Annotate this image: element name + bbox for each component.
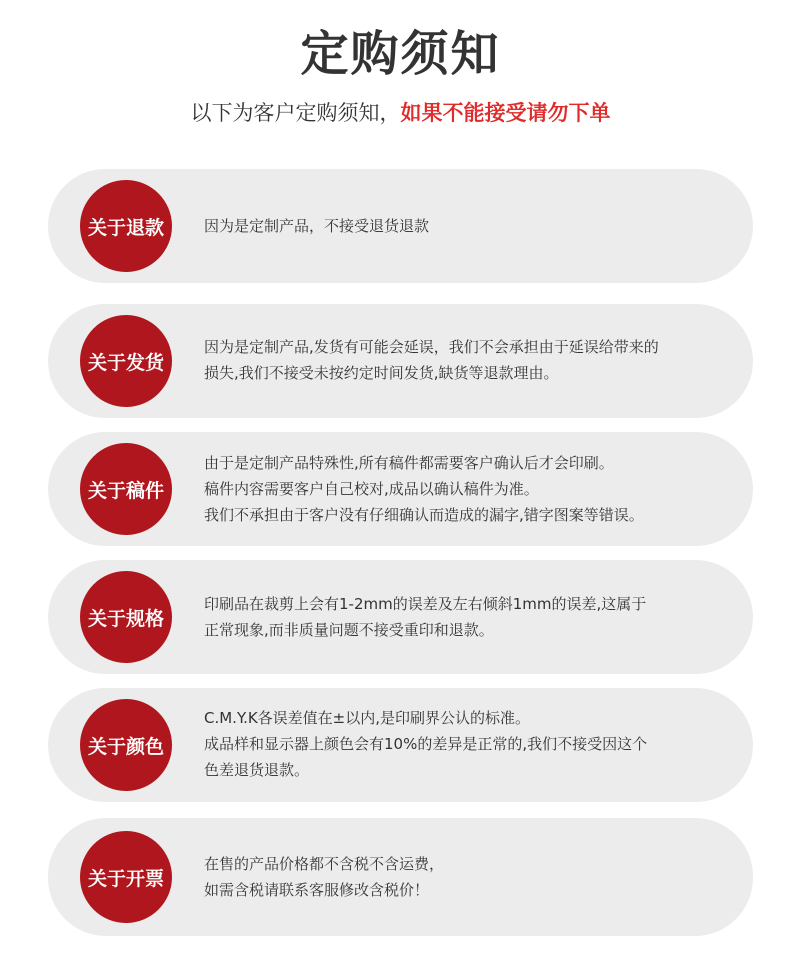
section-text-line: 稿件内容需要客户自己校对,成品以确认稿件为准。 <box>204 480 539 498</box>
section-card-shipping <box>48 304 753 418</box>
section-text-color <box>204 705 729 783</box>
section-text-line: 由于是定制产品特殊性,所有稿件都需要客户确认后才会印刷。 <box>204 454 614 472</box>
section-card-refund <box>48 169 753 283</box>
section-text-refund <box>204 213 729 239</box>
subtitle-notice: 以下为客户定购须知， <box>190 101 401 125</box>
section-card-invoice <box>48 818 753 936</box>
section-text-line: 正常现象,而非质量问题不接受重印和退款。 <box>204 621 494 639</box>
section-badge-artwork: 关于稿件 <box>80 443 172 535</box>
section-text-artwork <box>204 450 729 528</box>
section-text-shipping <box>204 334 729 386</box>
section-badge-refund: 关于退款 <box>80 180 172 272</box>
page-title: 定购须知 <box>300 26 501 82</box>
subtitle-warning: 如果不能接受请勿下单 <box>400 101 611 125</box>
section-badge-shipping: 关于发货 <box>80 315 172 407</box>
section-text-line: 色差退货退款。 <box>204 761 310 779</box>
section-text-line: 在售的产品价格都不含税不含运费， <box>204 855 445 873</box>
section-text-line: 我们不承担由于客户没有仔细确认而造成的漏字,错字图案等错误。 <box>204 506 644 524</box>
section-text-line: 如需含税请联系客服修改含税价！ <box>204 881 430 899</box>
section-text-line: 因为是定制产品，不接受退货退款 <box>204 217 430 235</box>
section-text-line: 因为是定制产品,发货有可能会延误，我们不会承担由于延误给带来的 <box>204 338 659 356</box>
section-text-specification <box>204 591 729 643</box>
section-badge-specification: 关于规格 <box>80 571 172 663</box>
section-badge-color: 关于颜色 <box>80 699 172 791</box>
section-text-invoice <box>204 851 729 903</box>
section-text-line: 成品样和显示器上颜色会有10%的差异是正常的,我们不接受因这个 <box>204 735 648 753</box>
section-card-color <box>48 688 753 802</box>
section-text-line: C.M.Y.K各误差值在±以内,是印刷界公认的标准。 <box>204 709 531 727</box>
section-text-line: 损失,我们不接受未按约定时间发货,缺货等退款理由。 <box>204 364 559 382</box>
section-text-line: 印刷品在裁剪上会有1-2mm的误差及左右倾斜1mm的误差,这属于 <box>204 595 647 613</box>
section-badge-invoice: 关于开票 <box>80 831 172 923</box>
section-card-specification <box>48 560 753 674</box>
page-subtitle <box>0 98 801 128</box>
section-card-artwork <box>48 432 753 546</box>
